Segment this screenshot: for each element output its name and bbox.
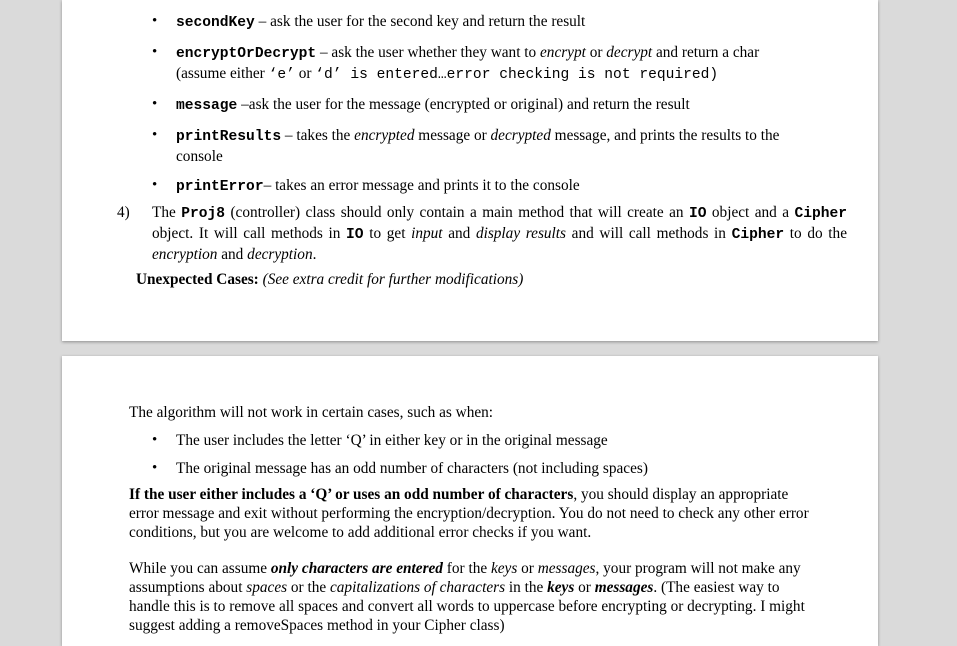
method-list: [148, 12, 823, 197]
section-label: Unexpected Cases:: [136, 271, 259, 288]
unexpected-cases-heading: [136, 270, 816, 289]
list-item-printerror: • printError– takes an error message and prints it to the console: [148, 176, 823, 197]
document-page-1: [62, 0, 878, 341]
list-item-letter-q: • The user includes the letter ‘Q’ in either key or in the original message: [148, 431, 823, 450]
section-note: (See extra credit for further modifications): [262, 271, 524, 288]
method-description: takes an error message and prints it to the console: [275, 177, 580, 194]
method-description: ask the user for the second key and return the result: [270, 13, 586, 30]
method-name: printError: [176, 179, 264, 195]
list-item-printresults: • printResults – takes the encrypted message or decrypted message, and prints the results to the console: [148, 126, 823, 166]
list-item-odd-characters: • The original message has an odd number of characters (not including spaces): [148, 459, 823, 478]
numbered-item-4: 4) The Proj8 (controller) class should only contain a main method that will create an IO object and a Cipher object. It will call methods in IO to get input and display results and will call methods in Cipher to do the encryption and decryption.: [117, 204, 847, 263]
document-page-2: [62, 356, 878, 646]
method-description: ask the user for the message (encrypted or original) and return the result: [248, 96, 690, 113]
method-name: secondKey: [176, 15, 255, 31]
list-item-message: • message –ask the user for the message (encrypted or original) and return the result: [148, 95, 823, 116]
error-handling-paragraph: If the user either includes a ‘Q’ or uses an odd number of characters, you should display an appropriate error message and exit without performing the encryption/decryption. You do not need to check any other error conditions, but you are welcome to add additional error checks if you want.: [129, 486, 809, 541]
method-name: encryptOrDecrypt: [176, 46, 317, 62]
item-number: 4): [117, 204, 130, 221]
list-item-encryptordecrypt: • encryptOrDecrypt – ask the user whether they want to encrypt or decrypt and return a char (assume either ‘e’ or ‘d’ is entered…error checking is not required): [148, 43, 823, 85]
method-name: printResults: [176, 129, 282, 145]
method-name: message: [176, 98, 238, 114]
assumptions-paragraph: While you can assume only characters are entered for the keys or messages, your program will not make any assumptions about spaces or the capitalizations of characters in the keys or messages. (The easiest way to handle this is to remove all spaces and convert all words to uppercase before encrypting or decrypting. I might suggest adding a removeSpaces method in your Cipher class): [129, 560, 805, 634]
failure-case-list: [148, 431, 823, 478]
algorithm-intro: The algorithm will not work in certain cases, such as when:: [129, 404, 494, 421]
list-item-secondkey: • secondKey – ask the user for the second key and return the result: [148, 12, 823, 33]
